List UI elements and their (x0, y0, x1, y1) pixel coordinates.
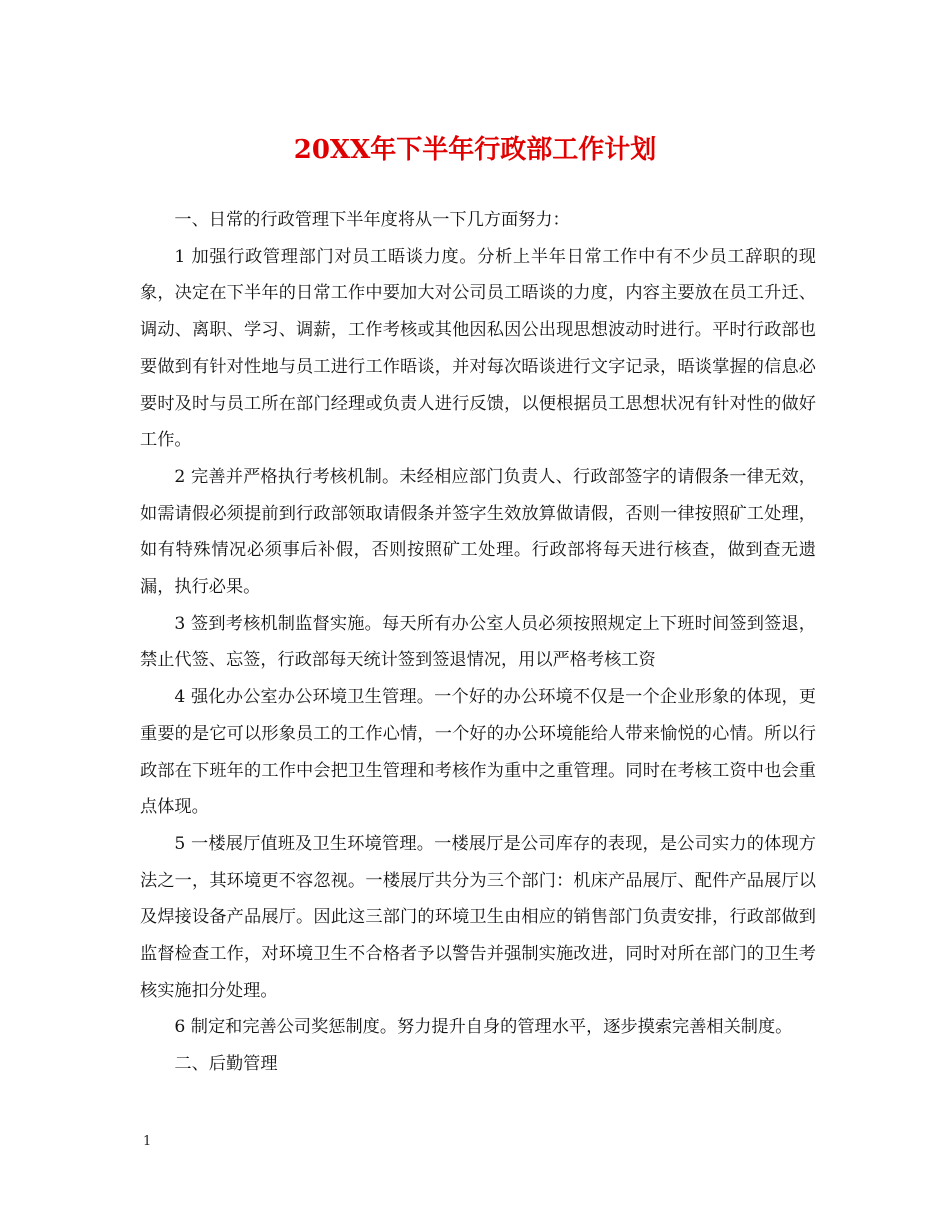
document-title: 20XX年下半年行政部工作计划 (293, 135, 657, 165)
section-heading-daily-admin: 一、日常的行政管理下半年度将从一下几方面努力： (174, 210, 570, 230)
paragraph-item-3: 3 签到考核机制监督实施。每天所有办公室人员必须按照规定上下班时间签到签退，禁止代签、忘签，行政部每天统计签到签退情况，用以严格考核工资 (140, 613, 816, 671)
document-body (140, 202, 816, 1083)
section-heading-logistics: 二、后勤管理 (174, 1054, 278, 1075)
paragraph-item-5: 5 一楼展厅值班及卫生环境管理。一楼展厅是公司库存的表现，是公司实力的体现方法之一，其环境更不容忽视。一楼展厅共分为三个部门：机床产品展厅、配件产品展厅以及焊接设备产品展厅。因此这三部门的环境卫生由相应的销售部门负责安排，行政部做到监督检查工作，对环境卫生不合格者予以警告并强制实施改进，同时对所在部门的卫生考核实施扣分处理。 (140, 833, 816, 1001)
paragraph-item-2: 2 完善并严格执行考核机制。未经相应部门负责人、行政部签字的请假条一律无效，如需请假必须提前到行政部领取请假条并签字生效放算做请假，否则一律按照矿工处理，如有特殊情况必须事后补假，否则按照矿工处理。行政部将每天进行核查，做到查无遗漏，执行必果。 (140, 466, 816, 598)
paragraph-item-6: 6 制定和完善公司奖惩制度。努力提升自身的管理水平，逐步摸索完善相关制度。 (174, 1017, 793, 1038)
paragraph-item-1: 1 加强行政管理部门对员工晤谈力度。分析上半年日常工作中有不少员工辞职的现象，决定在下半年的日常工作中要加大对公司员工晤谈的力度，内容主要放在员工升迁、调动、离职、学习、调薪，工作考核或其他因私因公出现思想波动时进行。平时行政部也要做到有针对性地与员工进行工作晤谈，并对每次晤谈进行文字记录，晤谈掌握的信息必要时及时与员工所在部门经理或负责人进行反馈，以便根据员工思想状况有针对性的做好工作。 (140, 246, 816, 451)
page-number: 1 (143, 1134, 152, 1149)
paragraph-item-4: 4 强化办公室办公环境卫生管理。一个好的办公环境不仅是一个企业形象的体现，更重要的是它可以形象员工的工作心情，一个好的办公环境能给人带来愉悦的心情。所以行政部在下班年的工作中会把卫生管理和考核作为重中之重管理。同时在考核工资中也会重点体现。 (140, 687, 816, 818)
